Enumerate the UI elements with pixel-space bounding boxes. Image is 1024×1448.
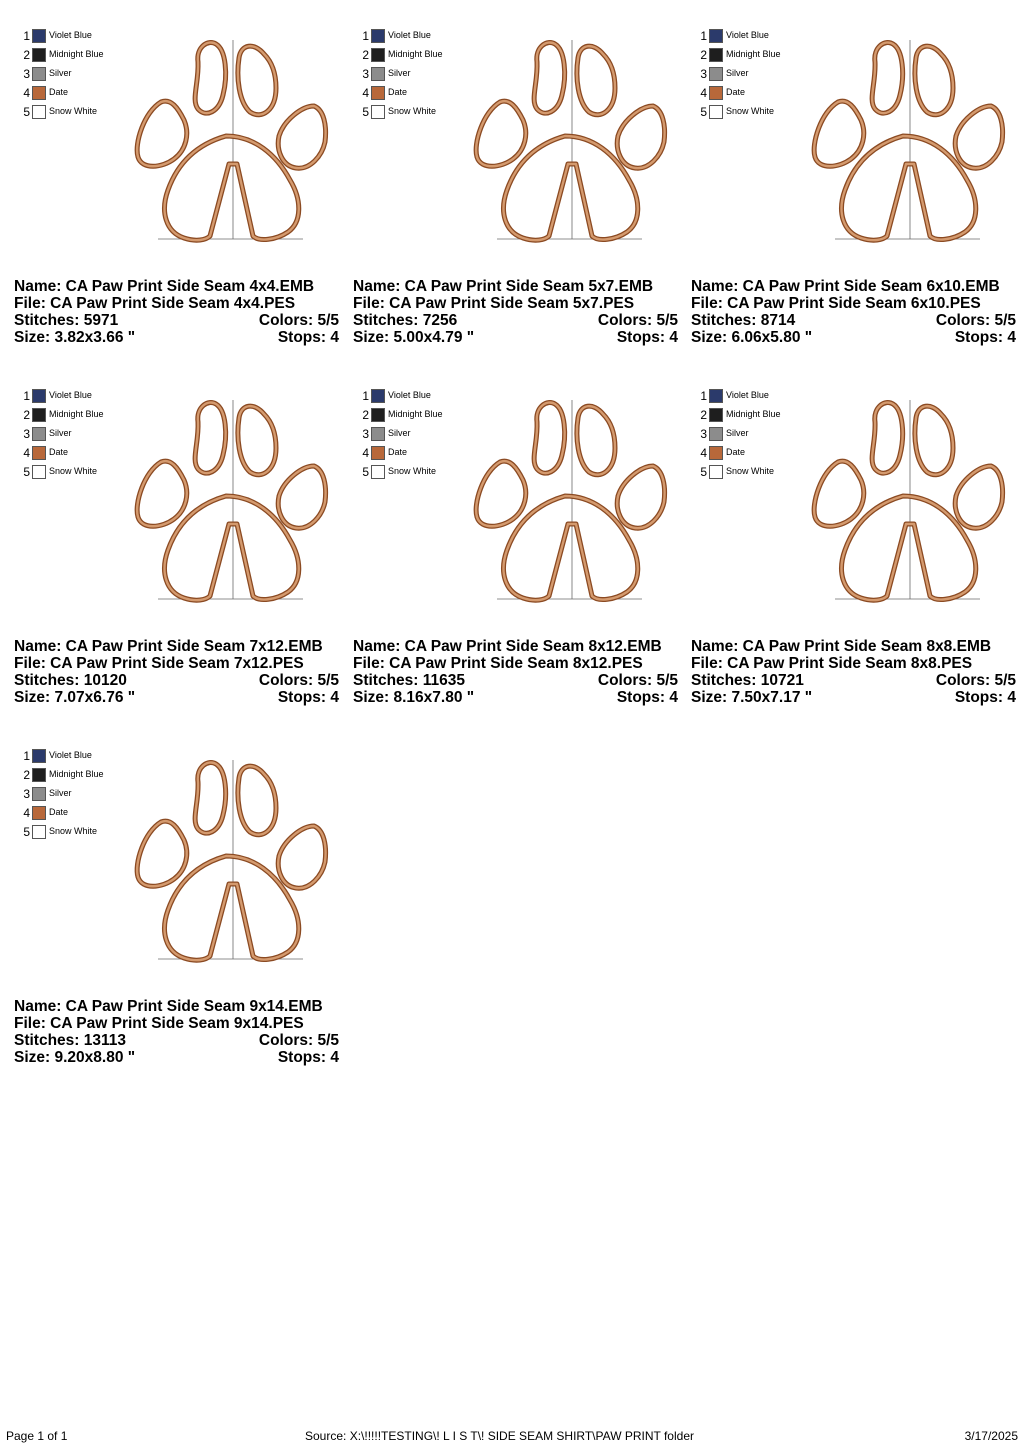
color-name: Midnight Blue — [388, 409, 443, 419]
design-size: Size: 7.07x6.76 " — [14, 689, 136, 706]
stitches-row — [14, 1032, 339, 1049]
color-swatch — [709, 29, 723, 43]
color-name: Date — [49, 447, 69, 457]
stitch-count: Stitches: 10721 — [691, 672, 804, 689]
color-name: Midnight Blue — [49, 769, 104, 779]
design-size: Size: 5.00x4.79 " — [353, 329, 475, 346]
color-swatch — [32, 806, 46, 820]
color-swatch — [371, 446, 385, 460]
stitch-count: Stitches: 5971 — [14, 312, 119, 329]
color-count: Colors: 5/5 — [597, 312, 678, 329]
paw-toe-right-outer-outline — [278, 466, 325, 528]
design-info — [353, 638, 678, 706]
stitch-count: Stitches: 13113 — [14, 1032, 127, 1049]
design-file: File: CA Paw Print Side Seam 5x7.PES — [353, 295, 635, 312]
size-row — [14, 689, 339, 706]
color-name: Violet Blue — [726, 30, 769, 40]
color-name: Date — [49, 87, 69, 97]
color-name: Midnight Blue — [388, 49, 443, 59]
design-name: Name: CA Paw Print Side Seam 7x12.EMB — [14, 638, 323, 655]
color-number: 3 — [700, 427, 707, 441]
color-name: Snow White — [49, 466, 98, 476]
design-size: Size: 8.16x7.80 " — [353, 689, 475, 706]
color-swatch — [709, 48, 723, 62]
color-name: Violet Blue — [49, 750, 92, 760]
paw-print-preview — [465, 40, 675, 260]
color-number: 5 — [700, 105, 707, 119]
design-file: File: CA Paw Print Side Seam 9x14.PES — [14, 1015, 304, 1032]
color-number: 2 — [700, 48, 707, 62]
color-name: Snow White — [388, 106, 437, 116]
page-number: Page 1 of 1 — [6, 1429, 68, 1443]
stitch-count: Stitches: 11635 — [353, 672, 466, 689]
color-swatch — [709, 105, 723, 119]
design-file: File: CA Paw Print Side Seam 4x4.PES — [14, 295, 296, 312]
color-swatch — [32, 48, 46, 62]
color-name: Violet Blue — [388, 30, 431, 40]
color-number: 3 — [23, 787, 30, 801]
design-name: Name: CA Paw Print Side Seam 4x4.EMB — [14, 278, 315, 295]
color-number: 2 — [23, 48, 30, 62]
color-number: 1 — [23, 749, 30, 763]
color-swatch — [371, 48, 385, 62]
color-swatch — [709, 67, 723, 81]
color-swatch — [32, 67, 46, 81]
color-number: 5 — [23, 825, 30, 839]
design-info — [691, 278, 1016, 346]
color-number: 4 — [23, 446, 30, 460]
size-row — [691, 329, 1016, 346]
color-count: Colors: 5/5 — [258, 312, 339, 329]
color-name: Midnight Blue — [49, 49, 104, 59]
color-number: 5 — [362, 105, 369, 119]
color-swatch — [32, 749, 46, 763]
color-swatch — [709, 408, 723, 422]
color-name: Snow White — [49, 826, 98, 836]
design-card — [691, 388, 1021, 728]
color-swatch — [32, 465, 46, 479]
stitches-row — [14, 672, 339, 689]
paw-print-preview — [126, 40, 336, 260]
color-number: 4 — [362, 86, 369, 100]
color-number: 1 — [362, 29, 369, 43]
stop-count: Stops: 4 — [954, 689, 1016, 706]
design-card — [353, 388, 683, 728]
stop-count: Stops: 4 — [277, 1049, 339, 1066]
color-swatch — [32, 408, 46, 422]
color-swatch — [32, 768, 46, 782]
color-number: 1 — [23, 389, 30, 403]
color-name: Snow White — [388, 466, 437, 476]
design-card — [14, 388, 344, 728]
design-name: Name: CA Paw Print Side Seam 8x12.EMB — [353, 638, 662, 655]
color-name: Date — [726, 87, 746, 97]
color-count: Colors: 5/5 — [258, 1032, 339, 1049]
size-row — [691, 689, 1016, 706]
paw-toe-right-outer-outline — [278, 826, 325, 888]
design-size: Size: 3.82x3.66 " — [14, 329, 136, 346]
color-number: 5 — [700, 465, 707, 479]
design-name: Name: CA Paw Print Side Seam 8x8.EMB — [691, 638, 992, 655]
color-number: 1 — [700, 29, 707, 43]
color-number: 2 — [700, 408, 707, 422]
color-swatch — [32, 787, 46, 801]
paw-print-preview — [126, 400, 336, 620]
color-count: Colors: 5/5 — [935, 312, 1016, 329]
design-info — [691, 638, 1016, 706]
stop-count: Stops: 4 — [954, 329, 1016, 346]
color-number: 1 — [700, 389, 707, 403]
stop-count: Stops: 4 — [277, 329, 339, 346]
color-swatch — [32, 86, 46, 100]
color-name: Violet Blue — [388, 390, 431, 400]
color-name: Midnight Blue — [49, 409, 104, 419]
color-swatch — [371, 465, 385, 479]
color-name: Silver — [388, 68, 411, 78]
source-path: Source: X:\!!!!!TESTING\! L I S T\! SIDE SEAM SHIRT\PAW PRINT folder — [305, 1429, 694, 1443]
color-swatch — [32, 29, 46, 43]
color-number: 2 — [23, 408, 30, 422]
color-swatch — [371, 86, 385, 100]
color-swatch — [32, 446, 46, 460]
color-number: 2 — [362, 48, 369, 62]
color-name: Snow White — [726, 106, 775, 116]
color-name: Silver — [49, 788, 72, 798]
color-count: Colors: 5/5 — [258, 672, 339, 689]
stitches-row — [691, 672, 1016, 689]
size-row — [14, 1049, 339, 1066]
stitch-count: Stitches: 7256 — [353, 312, 458, 329]
color-swatch — [709, 446, 723, 460]
design-size: Size: 9.20x8.80 " — [14, 1049, 136, 1066]
paw-print-preview — [803, 400, 1013, 620]
paw-print-preview — [803, 40, 1013, 260]
paw-toe-right-outer-outline — [955, 106, 1002, 168]
print-date: 3/17/2025 — [964, 1429, 1018, 1443]
color-number: 2 — [362, 408, 369, 422]
size-row — [353, 329, 678, 346]
design-file: File: CA Paw Print Side Seam 7x12.PES — [14, 655, 304, 672]
stitch-count: Stitches: 8714 — [691, 312, 796, 329]
color-number: 5 — [23, 105, 30, 119]
design-file: File: CA Paw Print Side Seam 8x8.PES — [691, 655, 973, 672]
color-swatch — [709, 465, 723, 479]
color-name: Silver — [726, 68, 749, 78]
color-swatch — [371, 29, 385, 43]
color-swatch — [371, 408, 385, 422]
color-number: 3 — [700, 67, 707, 81]
color-count: Colors: 5/5 — [935, 672, 1016, 689]
color-name: Midnight Blue — [726, 409, 781, 419]
color-number: 4 — [23, 86, 30, 100]
color-swatch — [371, 389, 385, 403]
design-file: File: CA Paw Print Side Seam 8x12.PES — [353, 655, 643, 672]
paw-toe-right-outer-outline — [278, 106, 325, 168]
design-info — [14, 638, 339, 706]
paw-print-preview — [465, 400, 675, 620]
color-number: 4 — [23, 806, 30, 820]
color-swatch — [371, 427, 385, 441]
design-card — [14, 28, 344, 368]
color-number: 5 — [23, 465, 30, 479]
color-swatch — [709, 389, 723, 403]
design-size: Size: 6.06x5.80 " — [691, 329, 813, 346]
color-number: 5 — [362, 465, 369, 479]
color-name: Date — [388, 87, 408, 97]
paw-toe-right-outer-outline — [955, 466, 1002, 528]
design-card — [691, 28, 1021, 368]
color-name: Date — [388, 447, 408, 457]
design-name: Name: CA Paw Print Side Seam 5x7.EMB — [353, 278, 654, 295]
stitch-count: Stitches: 10120 — [14, 672, 127, 689]
color-swatch — [371, 105, 385, 119]
stitches-row — [353, 312, 678, 329]
color-count: Colors: 5/5 — [597, 672, 678, 689]
color-name: Date — [726, 447, 746, 457]
color-swatch — [32, 825, 46, 839]
color-number: 3 — [362, 427, 369, 441]
color-swatch — [32, 389, 46, 403]
color-name: Silver — [388, 428, 411, 438]
design-info — [14, 278, 339, 346]
stop-count: Stops: 4 — [277, 689, 339, 706]
color-swatch — [371, 67, 385, 81]
color-name: Silver — [49, 68, 72, 78]
size-row — [353, 689, 678, 706]
color-name: Violet Blue — [49, 390, 92, 400]
design-file: File: CA Paw Print Side Seam 6x10.PES — [691, 295, 981, 312]
color-name: Silver — [49, 428, 72, 438]
color-number: 3 — [23, 427, 30, 441]
color-name: Snow White — [49, 106, 98, 116]
color-number: 4 — [700, 86, 707, 100]
color-name: Violet Blue — [726, 390, 769, 400]
stitches-row — [691, 312, 1016, 329]
size-row — [14, 329, 339, 346]
color-name: Silver — [726, 428, 749, 438]
stop-count: Stops: 4 — [616, 689, 678, 706]
stitches-row — [14, 312, 339, 329]
color-number: 1 — [362, 389, 369, 403]
color-number: 4 — [700, 446, 707, 460]
color-number: 3 — [362, 67, 369, 81]
color-name: Midnight Blue — [726, 49, 781, 59]
color-name: Date — [49, 807, 69, 817]
paw-print-preview — [126, 760, 336, 980]
color-number: 4 — [362, 446, 369, 460]
design-card — [14, 748, 344, 1088]
paw-toe-right-outer-outline — [617, 106, 664, 168]
design-info — [353, 278, 678, 346]
design-name: Name: CA Paw Print Side Seam 6x10.EMB — [691, 278, 1000, 295]
color-swatch — [32, 427, 46, 441]
color-number: 1 — [23, 29, 30, 43]
color-name: Snow White — [726, 466, 775, 476]
color-swatch — [709, 427, 723, 441]
color-number: 2 — [23, 768, 30, 782]
stop-count: Stops: 4 — [616, 329, 678, 346]
color-swatch — [709, 86, 723, 100]
stitches-row — [353, 672, 678, 689]
design-card — [353, 28, 683, 368]
paw-toe-right-outer-outline — [617, 466, 664, 528]
color-name: Violet Blue — [49, 30, 92, 40]
color-swatch — [32, 105, 46, 119]
design-info — [14, 998, 339, 1066]
design-size: Size: 7.50x7.17 " — [691, 689, 813, 706]
color-number: 3 — [23, 67, 30, 81]
design-name: Name: CA Paw Print Side Seam 9x14.EMB — [14, 998, 323, 1015]
